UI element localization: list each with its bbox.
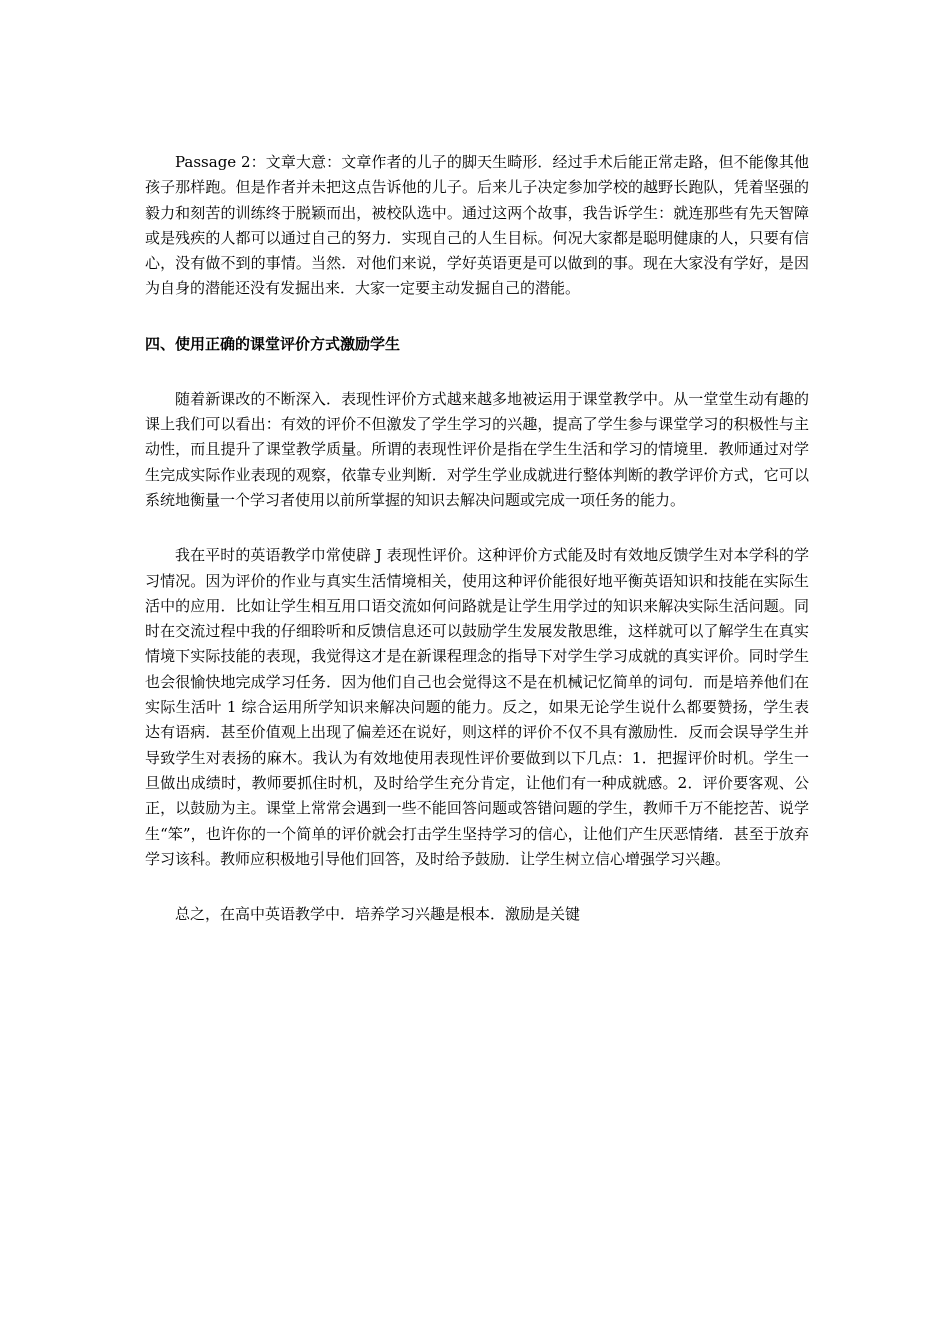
- paragraph-passage2: Passage 2：文章大意：文章作者的儿子的脚天生畸形．经过手术后能正常走路，但不能像其他孩子那样跑。但是作者并未把这点告诉他的儿子。后来儿子决定参加学校的越野长跑队，凭着坚强的毅力和刻苦的训练终于脱颖而出，被校队选中。通过这两个故事，我告诉学生：就连那些有先天智障或是残疾的人都可以通过自己的努力．实现自己的人生目标。何况大家都是聪明健康的人，只要有信心，没有做不到的事情。当然．对他们来说，学好英语更是可以做到的事。现在大家没有学好，是因为自身的潜能还没有发掘出来．大家一定要主动发掘自己的潜能。: [145, 153, 809, 298]
- paragraph-practice: 我在平时的英语教学巾常使辟 J 表现性评价。这种评价方式能及时有效地反馈学生对本学科的学习情况。因为评价的作业与真实生活情境相关，使用这种评价能很好地平衡英语知识和技能在实际生活中的应用．比如让学生相互用口语交流如何问路就是让学生用学过的知识来解决实际生活问题。同时在交流过程中我的仔细聆听和反馈信息还可以鼓励学生发展发散思维，这样就可以了解学生在真实情境下实际技能的表现，我觉得这才是在新课程理念的指导下对学生学习成就的真实评价。同时学生也会很愉快地完成学习任务．因为他们自己也会觉得这不是在机械记忆简单的词句．而是培养他们在实际生活叶 1 综合运用所学知识来解决问题的能力。反之，如果无论学生说什么都要赞扬，学生表达有语病．甚至价值观上出现了偏差还在说好，则这样的评价不仅不具有激励性．反而会误导学生并导致学生对表扬的麻木。我认为有效地使用表现性评价要做到以下几点：1．把握评价时机。学生一旦做出成绩时，教师要抓住时机，及时给学生充分肯定，让他们有一种成就感。2．评价要客观、公正，以鼓励为主。课堂上常常会遇到一些不能回答问题或答错问题的学生，教师千万不能挖苦、说学生“笨”，也许你的一个简单的评价就会打击学生坚持学习的信心，让他们产生厌恶情绪．甚至于放弃学习该科。教师应积极地引导他们回答，及时给予鼓励．让学生树立信心增强学习兴趣。: [145, 546, 809, 868]
- paragraph-conclusion: 总之，在高中英语教学中．培养学习兴趣是根本．激励是关键: [175, 905, 581, 924]
- document-page: [145, 150, 809, 927]
- spacer: [145, 872, 809, 902]
- spacer: [145, 357, 809, 387]
- spacer: [145, 302, 809, 332]
- paragraph-evaluation: 随着新课改的不断深入．表现性评价方式越来越多地被运用于课堂教学中。从一堂堂生动有趣的课上我们可以看出：有效的评价不但激发了学生学习的兴趣，提高了学生参与课堂学习的积极性与主动性，而且提升了课堂教学质量。所谓的表现性评价是指在学生生活和学习的情境里．教师通过对学生完成实际作业表现的观察，依靠专业判断．对学生学业成就进行整体判断的教学评价方式，它可以系统地衡量一个学习者使用以前所掌握的知识去解决问题或完成一项任务的能力。: [145, 389, 809, 509]
- spacer: [145, 513, 809, 543]
- section-heading: 四、使用正确的课堂评价方式激励学生: [145, 334, 401, 353]
